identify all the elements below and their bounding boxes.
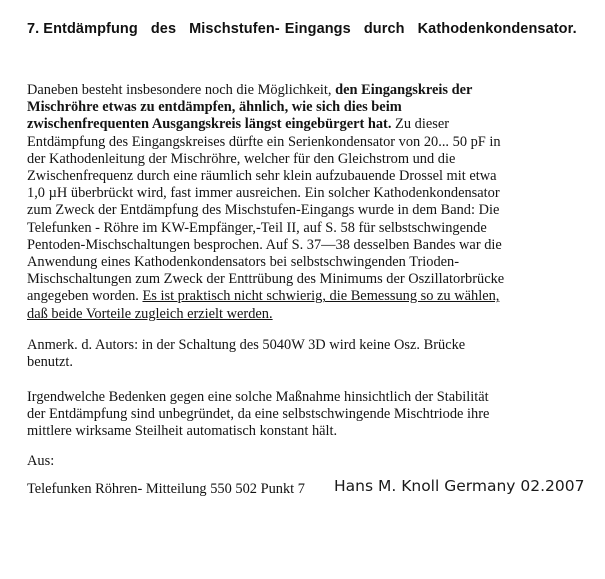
source-reference: Telefunken Röhren- Mitteilung 550 502 Punkt 7 (27, 481, 305, 497)
text-run: Daneben besteht insbesondere noch die Möglichkeit, (27, 82, 336, 98)
heading-number: 7. (27, 21, 40, 37)
text-line: Telefunken - Röhre im KW-Empfänger,-Teil II, auf S. 58 für selbstschwingende (27, 219, 487, 236)
heading-word: Eingangs (284, 21, 351, 37)
text-line: der Kathodenleitung der Mischröhre, welcher für den Gleichstrom und die (27, 150, 456, 167)
aus-label (27, 453, 587, 470)
heading-word: Kathodenkondensator. (417, 21, 577, 37)
author-signature: Hans M. Knoll Germany 02.2007 (334, 477, 585, 495)
heading-word: des (150, 21, 177, 37)
aus-label-text: Aus: (27, 453, 55, 469)
heading-word: Entdämpfung (43, 21, 138, 37)
text-line (27, 288, 587, 305)
author-note (27, 337, 587, 371)
underlined-text-line: daß beide Vorteile zugleich erzielt werden. (27, 305, 273, 322)
text-line: benutzt. (27, 354, 73, 371)
section-heading (27, 21, 590, 37)
text-line: 1,0 µH überbrückt wird, fast immer ausreichen. Ein solcher Kathodenkondensator (27, 185, 500, 202)
bold-text-run: den Eingangskreis der (335, 82, 473, 98)
stability-paragraph (27, 389, 587, 441)
text-line (27, 82, 587, 99)
bold-text-line: Mischröhre etwas zu entdämpfen, ähnlich, wie sich dies beim (27, 99, 402, 116)
text-line: Anwendung eines Kathodenkondensators bei selbstschwingenden Trioden- (27, 254, 460, 271)
text-line: Irgendwelche Bedenken gegen eine solche Maßnahme hinsichtlich der Stabilität (27, 389, 489, 405)
text-line: zum Zweck der Entdämpfung des Mischstufen-Eingangs wurde in dem Band: Die (27, 202, 500, 219)
heading-word: Mischstufen- (189, 21, 280, 37)
text-line: Pentoden-Mischschaltungen besprochen. Auf S. 37—38 desselben Bandes war die (27, 236, 502, 253)
text-line (27, 116, 587, 133)
heading-word: durch (363, 21, 405, 37)
text-line: Zwischenfrequenz durch eine räumlich sehr klein aufzubauende Drossel mit etwa (27, 168, 497, 185)
text-line: mittlere wirksame Steilheit automatisch konstant hält. (27, 423, 338, 440)
underlined-text-run: Es ist praktisch nicht schwierig, die Bemessung so zu wählen, (142, 288, 500, 305)
text-line: Entdämpfung des Eingangskreises dürfte ein Serienkondensator von 20... 50 pF in (27, 133, 501, 150)
bold-text-run: zwischenfrequenten Ausgangskreis längst eingebürgert hat. (27, 116, 392, 133)
text-run: angegeben worden. (27, 288, 143, 305)
text-line: Mischschaltungen zum Zweck der Enttrübung des Minimums der Oszillatorbrücke (27, 271, 505, 288)
text-line: Anmerk. d. Autors: in der Schaltung des 5040W 3D wird keine Osz. Brücke (27, 337, 466, 353)
main-paragraph (27, 82, 587, 323)
text-run: Zu dieser (391, 116, 449, 133)
text-line: der Entdämpfung sind unbegründet, da eine selbstschwingende Mischtriode ihre (27, 406, 490, 423)
